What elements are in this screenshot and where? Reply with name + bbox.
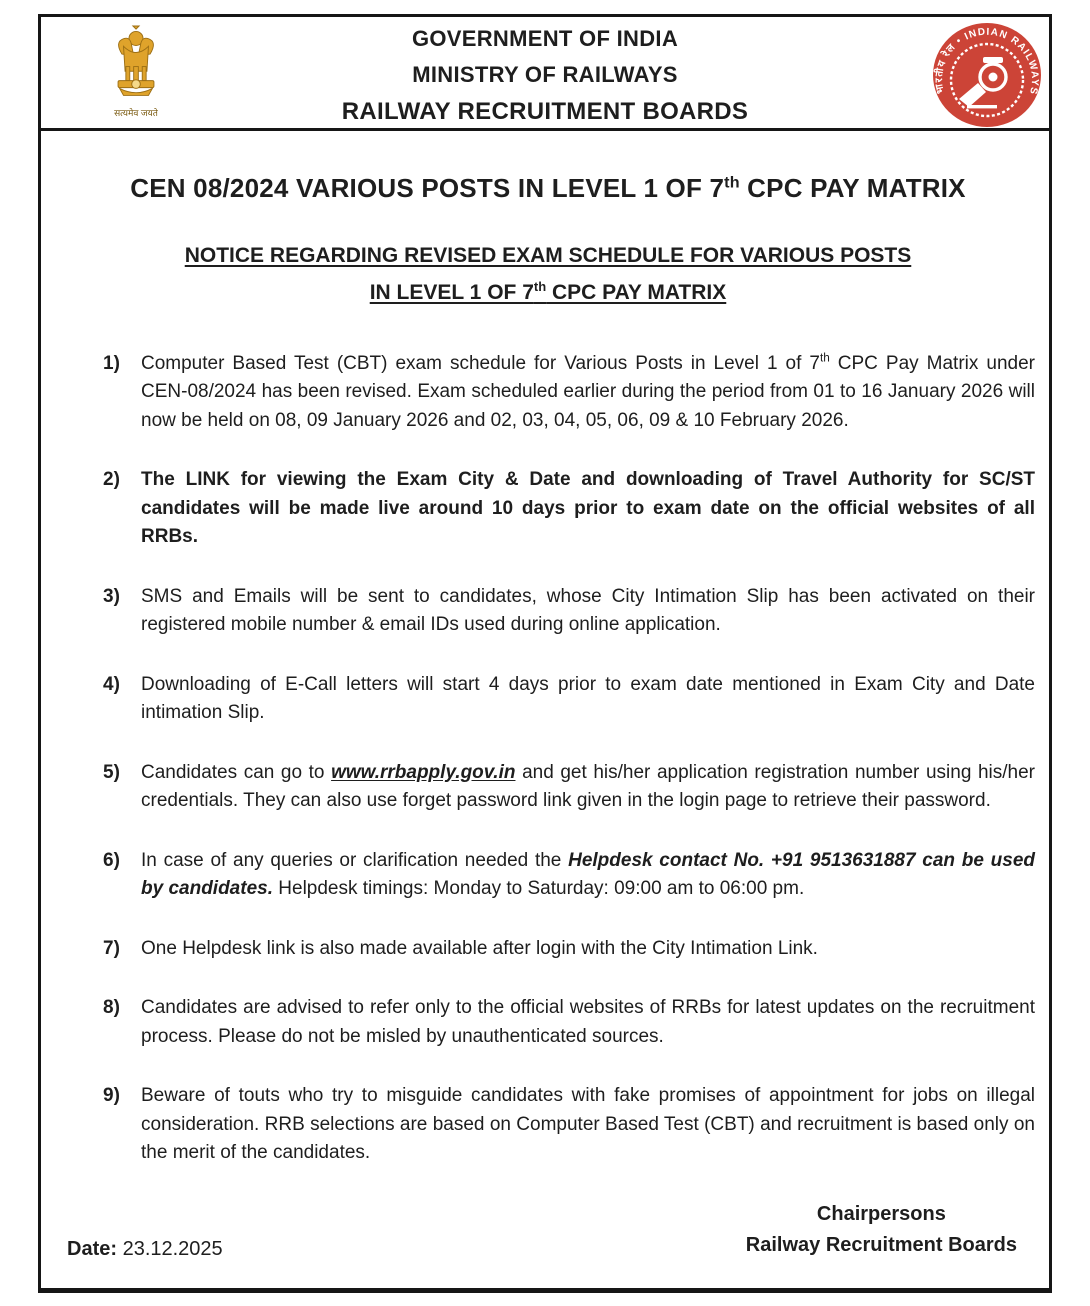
notice-item	[61, 847, 1035, 904]
notice-item	[61, 671, 1035, 728]
text-segment: One Helpdesk link is also made available after login with the City Intimation Link.	[141, 937, 818, 959]
notice-item-text	[141, 935, 1035, 964]
notice-subtitle	[61, 238, 1035, 312]
rrbapply-link[interactable]: www.rrbapply.gov.in	[331, 761, 516, 783]
signature-title: Chairpersons	[816, 1202, 946, 1225]
signature-block	[746, 1199, 1017, 1261]
text-segment: Beware of touts who try to misguide candidates with fake promises of appointment for jobs on illegal consideration. RRB selections are based on Computer Based Test (CBT) and recruitment is based only on the merit of the candidates.	[141, 1085, 1035, 1163]
text-segment: Candidates can go to	[141, 761, 332, 783]
header-ministry-of-railways: MINISTRY OF RAILWAYS	[412, 62, 678, 87]
notice-item-text	[141, 994, 1035, 1051]
text-segment: SMS and Emails will be sent to candidates, whose City Intimation Slip has been activated on their registered mobile number & email IDs used during online application.	[141, 585, 1035, 635]
rail-logo-arc-text: भारतीय रेल • INDIAN RAILWAYS	[933, 26, 1041, 97]
notice-item	[61, 1082, 1035, 1168]
text-segment: Candidates are advised to refer only to the official websites of RRBs for latest updates on the recruitment process. Please do not be misled by unauthenticated sources.	[141, 997, 1035, 1047]
notice-item-number: 2)	[103, 469, 120, 490]
notice-item-text	[141, 350, 1035, 436]
notice-page	[38, 14, 1052, 1293]
notice-item-text	[141, 759, 1035, 816]
text-segment: Computer Based Test (CBT) exam schedule for Various Posts in Level 1 of 7	[141, 352, 820, 374]
text-segment: CPC PAY MATRIX	[739, 173, 966, 203]
text-segment: CPC PAY MATRIX	[546, 280, 727, 304]
emblem-caption: सत्यमेव जयते	[114, 108, 158, 118]
notice-item	[61, 583, 1035, 640]
notice-title	[61, 173, 1035, 204]
notice-item-text	[141, 466, 1035, 552]
notice-item	[61, 466, 1035, 552]
notice-item-text	[141, 671, 1035, 728]
text-segment: IN LEVEL 1 OF 7	[369, 280, 534, 304]
header-railway-recruitment-boards: RAILWAY RECRUITMENT BOARDS	[341, 98, 749, 125]
notice-item-number: 1)	[103, 352, 120, 374]
notice-item-number: 6)	[103, 849, 120, 871]
header-government-of-india: GOVERNMENT OF INDIA	[411, 26, 679, 51]
notice-item	[61, 935, 1035, 964]
subtitle-line-1: NOTICE REGARDING REVISED EXAM SCHEDULE FOR VARIOUS POSTS	[184, 244, 912, 267]
notice-footer	[61, 1199, 1035, 1261]
india-emblem	[81, 23, 191, 129]
notice-item-text	[141, 1082, 1035, 1168]
notice-item-number: 7)	[103, 937, 120, 959]
date-value: 23.12.2025	[122, 1237, 223, 1260]
notice-item-number: 8)	[103, 997, 120, 1018]
indian-railways-emblem-icon	[931, 19, 1043, 131]
notice-item-text	[141, 847, 1035, 904]
notice-list	[61, 350, 1035, 1168]
text-segment: In case of any queries or clarification needed the	[141, 849, 569, 871]
superscript: th	[533, 278, 547, 294]
superscript: th	[819, 351, 830, 365]
subtitle-line-2	[369, 278, 727, 304]
text-segment: Helpdesk contact No. +91 9513631887 can be used by candidates.	[141, 849, 1036, 899]
superscript: th	[724, 173, 740, 192]
notice-item-number: 3)	[103, 585, 120, 607]
notice-item	[61, 350, 1035, 436]
notice-body	[38, 128, 1052, 1293]
text-segment: The LINK for viewing the Exam City & Date and downloading of Travel Authority for SC/ST candidates will be made live around 10 days prior to exam date on the official websites of all RRBs.	[141, 469, 1035, 547]
notice-item	[61, 759, 1035, 816]
text-segment: Downloading of E-Call letters will start 4 days prior to exam date mentioned in Exam City and Date intimation Slip.	[141, 673, 1035, 723]
notice-item-text	[141, 583, 1035, 640]
text-segment: Helpdesk timings: Monday to Saturday: 09:00 am to 06:00 pm.	[273, 878, 805, 899]
date-line	[67, 1238, 223, 1261]
notice-item-number: 4)	[103, 673, 120, 695]
text-segment: and get his/her application registration number using his/her credentials. They can also use forget password link given in the login page to retrieve their password.	[141, 761, 1035, 811]
signature-org: Railway Recruitment Boards	[745, 1233, 1017, 1256]
notice-item-number: 9)	[103, 1085, 120, 1106]
text-segment: CPC Pay Matrix under CEN-08/2024 has been revised. Exam scheduled earlier during the period from 01 to 16 January 2026 will now be held on 08, 09 January 2026 and 02, 03, 04, 05, 06, 09 & 10 February 2026.	[141, 352, 1035, 431]
notice-item-number: 5)	[103, 761, 120, 783]
date-label: Date:	[67, 1237, 118, 1260]
indian-railways-logo	[931, 19, 1043, 131]
notice-item	[61, 994, 1035, 1051]
ashoka-lion-capital-icon	[97, 23, 175, 107]
text-segment: CEN 08/2024 VARIOUS POSTS IN LEVEL 1 OF 7	[130, 173, 725, 203]
letterhead	[38, 14, 1052, 131]
